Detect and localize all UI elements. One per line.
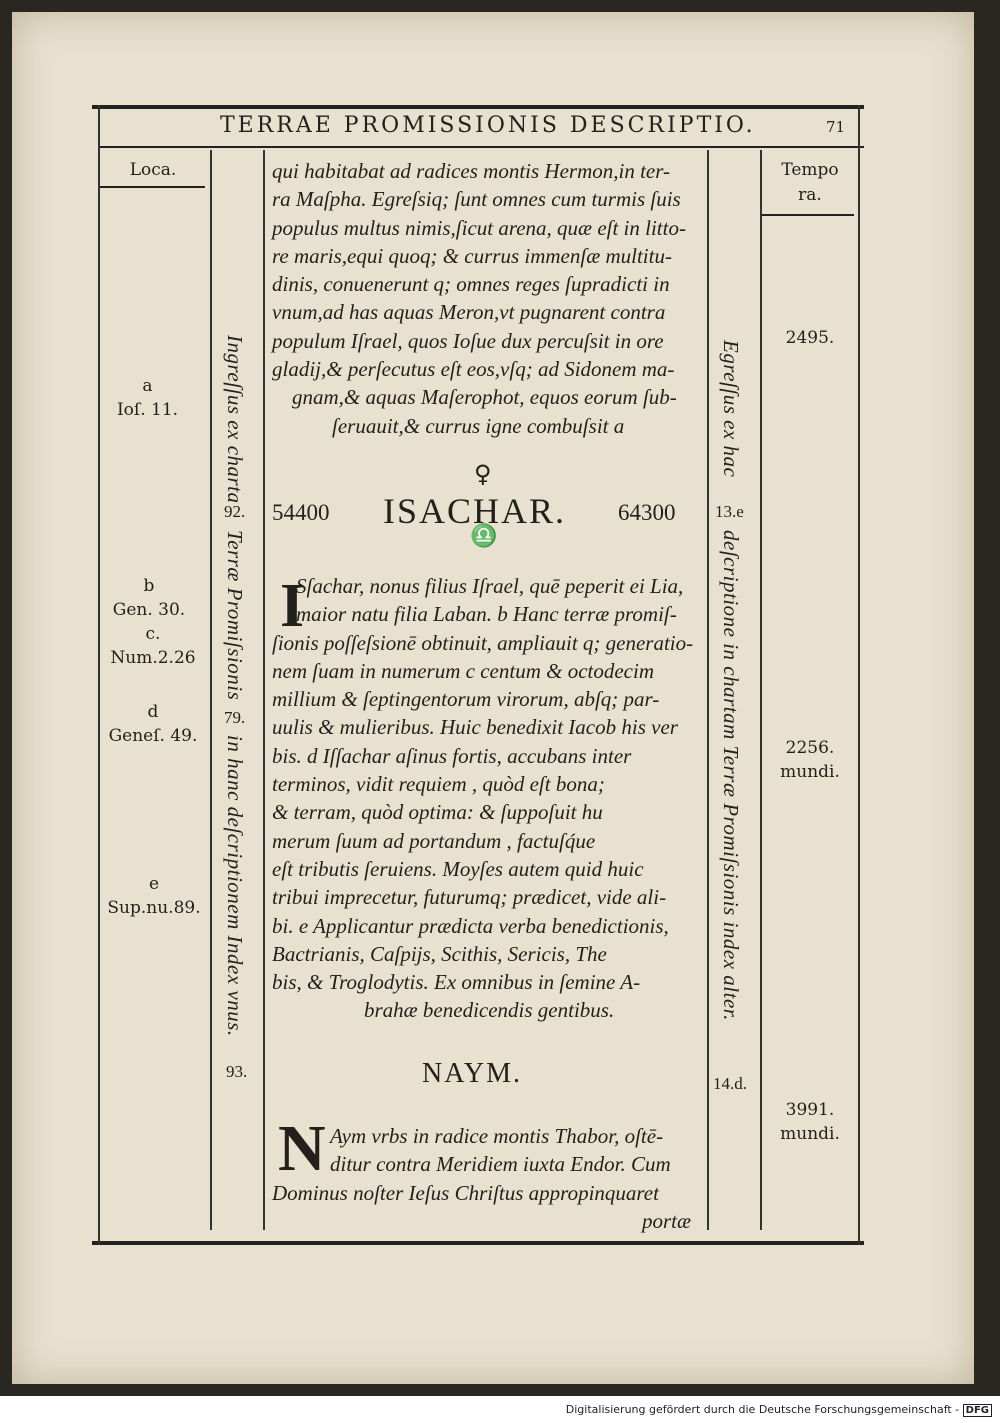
- text-line: bi. e Applicantur prædicta verba benedictionis,: [272, 913, 669, 938]
- time-unit: mundi.: [780, 762, 840, 782]
- top-rule: [92, 105, 864, 109]
- text-line: gladij,& perſecutus eſt eos,vſq; ad Sidonem ma-: [272, 357, 675, 382]
- text-line: bis. d Iſſachar aſinus fortis, accubans inter: [272, 743, 632, 768]
- rule-v2: [210, 150, 212, 1230]
- time-value: 3991.: [785, 1100, 835, 1120]
- margin-ref-letter: a: [142, 376, 153, 396]
- text-line: portæ: [642, 1208, 692, 1233]
- text-line: qui habitabat ad radices montis Hermon,in ter-: [272, 159, 670, 183]
- column-head-tempora-1: Tempo: [781, 160, 839, 180]
- margin-ref-text: Ioſ. 11.: [116, 400, 179, 420]
- text-line: dinis, conuenerunt q; omnes reges ſupradicti in: [272, 272, 670, 297]
- right-col-rule: [760, 214, 854, 216]
- dfg-logo: DFG: [963, 1404, 992, 1417]
- time-value: 2256.: [785, 738, 835, 758]
- vertical-index-right-2: deſcriptione in chartam Terræ Promiſsionis index alter.: [719, 530, 743, 1021]
- text-line: Dominus noſter Ieſus Chriſtus appropinquaret: [272, 1180, 659, 1205]
- libra-symbol: ♎: [470, 524, 498, 549]
- text-line: & terram, quòd optima: & ſuppoſuit hu: [272, 800, 603, 825]
- page-number: 71: [826, 118, 846, 136]
- text-line: maior natu filia Laban. b Hanc terræ promiſ-: [296, 602, 677, 627]
- time-2256: [765, 736, 855, 784]
- left-col-rule: [100, 186, 205, 188]
- text-line: ditur contra Meridiem iuxta Endor. Cum: [330, 1152, 671, 1177]
- isachar-left-number: 54400: [272, 500, 330, 525]
- running-title: TERRAE PROMISSIONIS DESCRIPTIO.: [220, 113, 756, 138]
- index-right-13e: 13.e: [715, 502, 744, 521]
- margin-ref-letter: e: [148, 874, 160, 894]
- rule-v3: [263, 150, 265, 1230]
- text-line: terminos, vidit requiem , quòd eſt bona;: [272, 772, 605, 797]
- text-line: ſeruauit,& currus igne combuſsit a: [332, 413, 625, 438]
- text-line: Sſachar, nonus filius Iſrael, quē peperit ei Lia,: [296, 574, 684, 598]
- vertical-index-right-1: Egreſſus ex hac: [719, 340, 743, 478]
- margin-ref-text: Geneſ. 49.: [108, 726, 198, 746]
- vertical-index-left-3: in hanc deſcriptionem Index vnus.: [223, 735, 247, 1037]
- text-line: ra Maſpha. Egreſsiq; ſunt omnes cum turmis ſuis: [272, 187, 681, 212]
- text-line: vnum,ad has aquas Meron,vt pugnarent contra: [272, 300, 666, 325]
- index-left-79: 79.: [224, 708, 246, 727]
- passage-naym: [272, 1122, 702, 1235]
- passage-isachar: [272, 572, 702, 1025]
- bottom-rule: [92, 1241, 864, 1245]
- text-line: merum ſuum ad portandum , factuſq́ue: [272, 828, 596, 853]
- margin-ref-e: [100, 872, 208, 920]
- text-line: bis, & Troglodytis. Ex omnibus in ſemine A-: [272, 970, 641, 995]
- rule-v1: [98, 105, 100, 1245]
- passage-hermon: [272, 157, 700, 440]
- rule-v5: [760, 150, 762, 1230]
- margin-ref-text: Gen. 30.: [112, 600, 186, 620]
- text-line: nem ſuam in numerum c centum & octodecim: [272, 658, 654, 683]
- column-head-loca: Loca.: [129, 160, 177, 180]
- text-line: re maris,equi quoq; & currus immenſæ multitu-: [272, 243, 672, 268]
- margin-ref-d: [100, 700, 206, 748]
- dropcap-N: N: [278, 1112, 326, 1185]
- index-left-92: 92.: [224, 502, 246, 521]
- margin-ref-text: Num.2.26: [110, 648, 196, 668]
- naym-title: NAYM.: [422, 1058, 522, 1089]
- venus-symbol: ♀: [474, 460, 492, 488]
- dropcap-I: I: [280, 572, 305, 640]
- vertical-index-left-1: Ingreſſus ex charta: [223, 335, 247, 504]
- text-line: eſt tributis ſeruiens. Moyſes autem quid huic: [272, 856, 644, 881]
- margin-ref-letter: c.: [145, 624, 161, 644]
- header-rule: [100, 146, 864, 148]
- index-left-93: 93.: [226, 1062, 248, 1081]
- text-line: gnam,& aquas Maſerophot, equos eorum ſub-: [292, 385, 677, 410]
- text-line: millium & ſeptingentorum virorum, abſq; par-: [272, 687, 660, 712]
- digitization-credit: [566, 1403, 992, 1416]
- margin-ref-a: [100, 374, 195, 422]
- column-head-tempora-2: ra.: [798, 185, 822, 205]
- margin-ref-letter: b: [143, 576, 155, 596]
- text-line: ſionis poſſeſsionē obtinuit, ampliauit q; generatio-: [272, 630, 694, 655]
- rule-v6: [858, 105, 860, 1245]
- text-line: uulis & mulieribus. Huic benedixit Iacob his ver: [272, 715, 678, 740]
- rule-v4: [707, 150, 709, 1230]
- margin-ref-c: [100, 622, 206, 670]
- text-line: tribui imprecetur, futurumq; prædicet, vide ali-: [272, 885, 667, 910]
- margin-ref-b: [100, 574, 198, 622]
- index-right-14d: 14.d.: [713, 1074, 747, 1093]
- time-unit: mundi.: [780, 1124, 840, 1144]
- credit-text: Digitalisierung gefördert durch die Deutsche Forschungsgemeinschaft -: [565, 1403, 960, 1416]
- vertical-index-left-2: Terræ Promiſsionis: [223, 530, 247, 701]
- text-line: populus multus nimis,ſicut arena, quæ eſt in litto-: [272, 215, 686, 240]
- time-3991: [765, 1098, 855, 1146]
- isachar-right-number: 64300: [618, 500, 676, 525]
- text-line: Bactrianis, Caſpijs, Scithis, Sericis, The: [272, 941, 607, 966]
- text-line: populum Iſrael, quos Ioſue dux percuſsit in ore: [272, 328, 664, 353]
- margin-ref-letter: d: [147, 702, 159, 722]
- time-2495: 2495.: [785, 328, 835, 348]
- margin-ref-text: Sup.nu.89.: [107, 898, 201, 918]
- text-line: Aym vrbs in radice montis Thabor, oſtē-: [330, 1124, 664, 1148]
- isachar-title: ISACHAR.: [383, 491, 567, 531]
- text-line: brahæ benedicendis gentibus.: [364, 998, 615, 1023]
